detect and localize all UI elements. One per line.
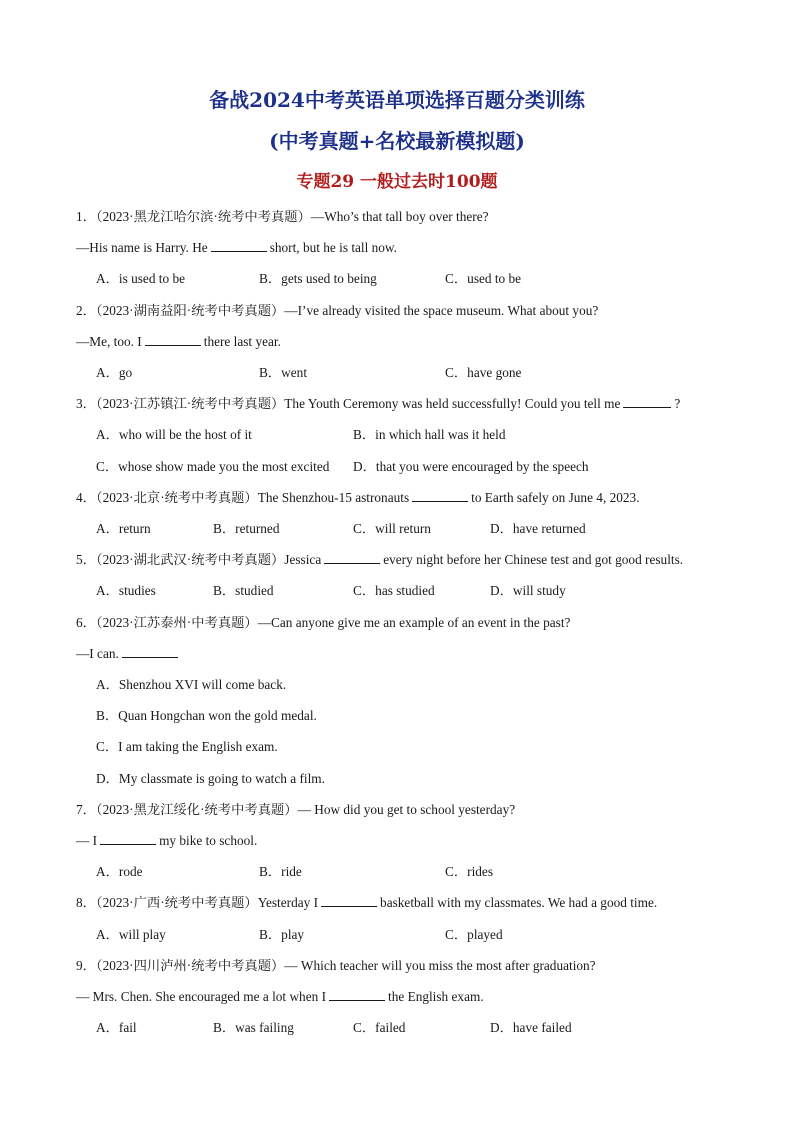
answer-blank <box>324 551 380 564</box>
option-b: B．gets used to being <box>259 271 377 286</box>
option-d: D．will study <box>490 583 566 598</box>
option-b: B．went <box>259 365 308 380</box>
option-c: C．rides <box>445 864 494 879</box>
option-d: D．that you were encouraged by the speech <box>353 459 589 474</box>
question-1-stem: 1．（2023·黑龙江哈尔滨·统考中考真题）—Who’s that tall boy over there? <box>76 209 489 224</box>
question-7-response: — I my bike to school. <box>76 833 258 848</box>
answer-blank <box>412 489 468 502</box>
answer-blank <box>329 988 385 1001</box>
question-4-stem: 4．（2023·北京·统考中考真题）The Shenzhou-15 astronauts to Earth safely on June 4, 2023. <box>76 490 640 505</box>
question-2-stem: 2．（2023·湖南益阳·统考中考真题）—I’ve already visited the space museum. What about you? <box>76 303 599 318</box>
answer-blank <box>211 239 267 252</box>
question-9-stem: 9．（2023·四川泸州·统考中考真题）— Which teacher will you miss the most after graduation? <box>76 958 596 973</box>
option-a: A．fail <box>96 1020 137 1035</box>
question-6-stem: 6．（2023·江苏泰州·中考真题）—Can anyone give me an example of an event in the past? <box>76 615 571 630</box>
option-d: D．have failed <box>490 1020 572 1035</box>
option-b: B．studied <box>213 583 274 598</box>
option-c: C．played <box>445 927 503 942</box>
option-c: C．used to be <box>445 271 522 286</box>
option-c: C．I am taking the English exam. <box>96 739 278 754</box>
question-3-stem: 3．（2023·江苏镇江·统考中考真题）The Youth Ceremony was held successfully! Could you tell me ? <box>76 396 681 411</box>
option-c: C．failed <box>353 1020 406 1035</box>
option-c: C．have gone <box>445 365 522 380</box>
question-9-response: — Mrs. Chen. She encouraged me a lot when I the English exam. <box>76 989 484 1004</box>
option-c: C．whose show made you the most excited <box>96 459 330 474</box>
answer-blank <box>145 333 201 346</box>
option-b: B．in which hall was it held <box>353 427 506 442</box>
option-b: B．returned <box>213 521 280 536</box>
topic-title: 专题29 一般过去时100题 <box>296 172 498 192</box>
option-a: A．studies <box>96 583 156 598</box>
option-b: B．ride <box>259 864 302 879</box>
option-b: B．was failing <box>213 1020 294 1035</box>
question-5-stem: 5．（2023·湖北武汉·统考中考真题）Jessica every night before her Chinese test and got good results. <box>76 552 684 567</box>
option-a: A．will play <box>96 927 166 942</box>
answer-blank <box>100 832 156 845</box>
document-subtitle: (中考真题+名校最新模拟题) <box>269 129 525 153</box>
question-2-response: —Me, too. I there last year. <box>76 334 281 349</box>
answer-blank <box>321 894 377 907</box>
option-c: C．has studied <box>353 583 435 598</box>
option-a: A．go <box>96 365 133 380</box>
option-a: A．who will be the host of it <box>96 427 252 442</box>
option-a: A．rode <box>96 864 143 879</box>
answer-blank <box>623 395 671 408</box>
option-d: D．My classmate is going to watch a film. <box>96 771 325 786</box>
option-a: A．Shenzhou XVI will come back. <box>96 677 287 692</box>
question-6-response: —I can. <box>76 645 181 663</box>
option-b: B．Quan Hongchan won the gold medal. <box>96 708 317 723</box>
question-7-stem: 7．（2023·黑龙江绥化·统考中考真题）— How did you get to school yesterday? <box>76 802 516 817</box>
option-c: C．will return <box>353 521 431 536</box>
option-a: A．is used to be <box>96 271 186 286</box>
option-a: A．return <box>96 521 151 536</box>
question-1-response: —His name is Harry. He short, but he is tall now. <box>76 240 397 255</box>
answer-blank <box>122 645 178 658</box>
option-d: D．have returned <box>490 521 586 536</box>
question-8-stem: 8．（2023·广西·统考中考真题）Yesterday I basketball with my classmates. We had a good time. <box>76 895 658 910</box>
option-b: B．play <box>259 927 305 942</box>
document-title: 备战2024中考英语单项选择百题分类训练 <box>209 88 585 112</box>
